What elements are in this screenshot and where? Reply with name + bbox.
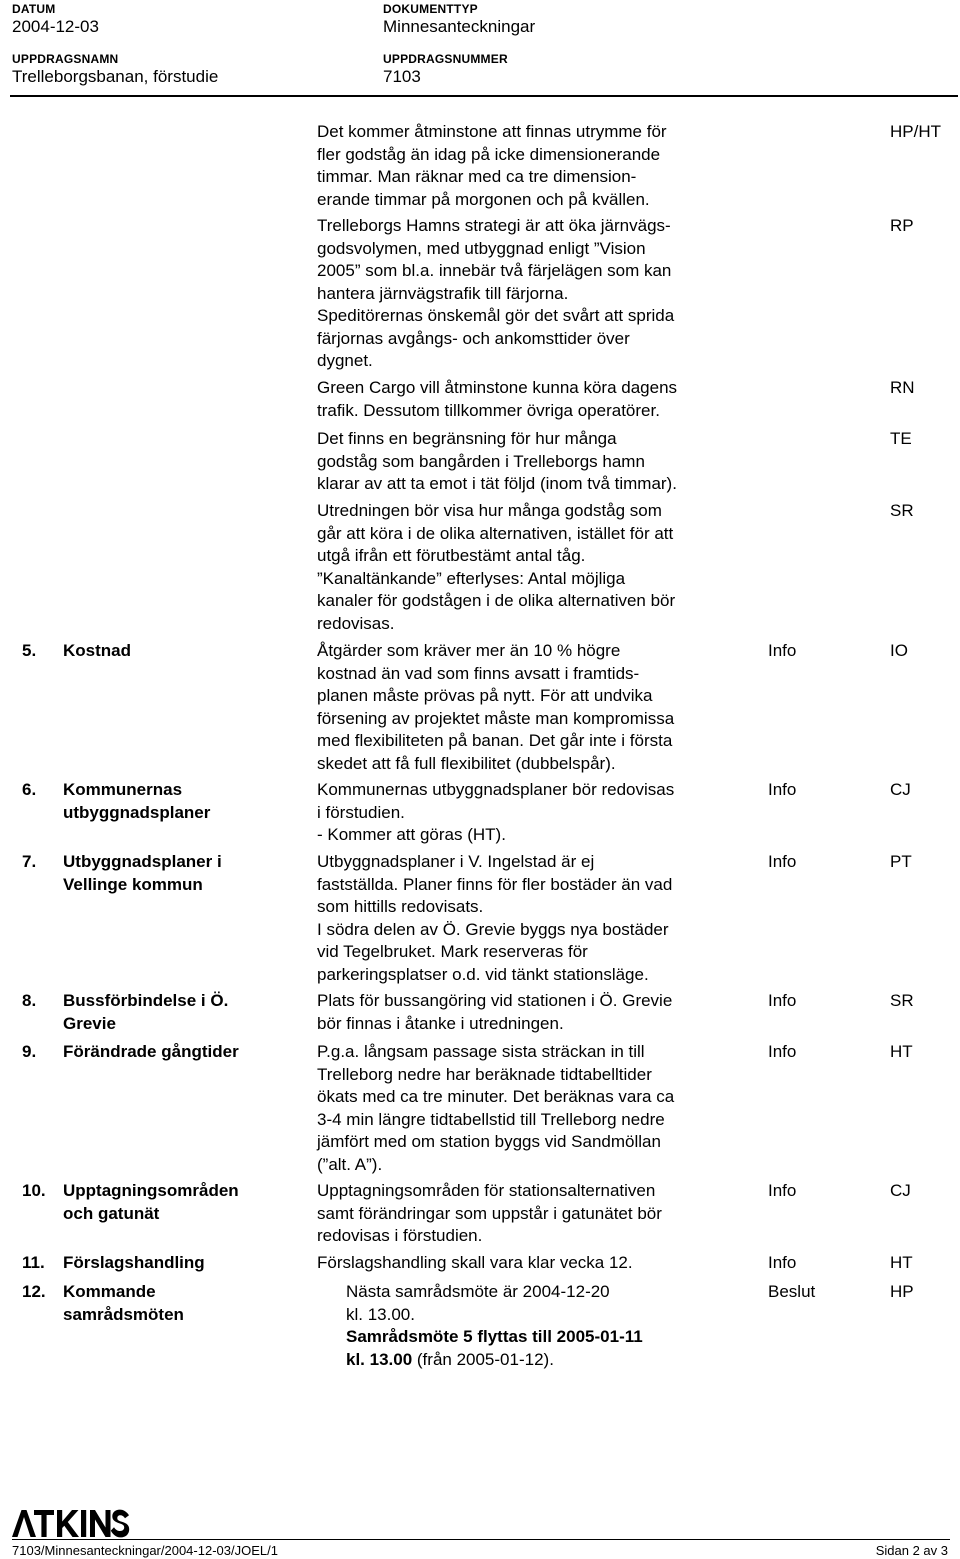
responsible-initials: HT <box>890 1042 913 1061</box>
responsible-initials: HP <box>890 1282 914 1301</box>
atkins-logo <box>12 1507 130 1539</box>
item-number: 12. <box>22 1282 46 1301</box>
item-action: Info <box>768 1253 797 1272</box>
item-number: 7. <box>22 852 37 871</box>
header-rule <box>10 95 958 97</box>
continued-paragraph: Det finns en begränsning för hur många godståg som bangården i Trelleborgs hamn klarar av att ta emot i tät följd (inom två timmar). <box>317 429 677 493</box>
continued-paragraph: Trelleborgs Hamns strategi är att öka järnvägs- godsvolymen, med utbyggnad enligt ”Vision 2005” som bl.a. innebär två färjelägen som kan hantera järnvägstrafik till färjorna. Speditörernas önskemål gör det svårt att sprida färjornas avgångs- och ankomsttider över dygnet. <box>317 216 675 370</box>
document-header <box>0 0 960 96</box>
item-action: Info <box>768 852 797 871</box>
item-action: Info <box>768 1042 797 1061</box>
responsible-initials: SR <box>890 501 914 520</box>
item-description: Utbyggnadsplaner i V. Ingelstad är ej fastställda. Planer finns för fler bostäder än vad som hittills redovisats. I södra delen av Ö. Grevie byggs nya bostäder vid Tegelbruket. Mark reserveras för parkeringsplatser o.d. vid tänkt stationsläge. <box>317 852 673 984</box>
doctype-value: Minnesanteckningar <box>383 17 536 36</box>
continued-paragraph: Green Cargo vill åtminstone kunna köra dagens trafik. Dessutom tillkommer övriga operatörer. <box>317 378 678 420</box>
item-number: 6. <box>22 780 37 799</box>
responsible-initials: RN <box>890 378 915 397</box>
item-topic: Utbyggnadsplaner i Vellinge kommun <box>63 852 222 894</box>
item-action: Info <box>768 780 797 799</box>
item-topic: Upptagningsområden och gatunät <box>63 1181 239 1223</box>
item-number: 10. <box>22 1181 46 1200</box>
responsible-initials: CJ <box>890 1181 911 1200</box>
responsible-initials: CJ <box>890 780 911 799</box>
continued-paragraph: Utredningen bör visa hur många godståg som går att köra i de olika alternativen, istället för att utgå ifrån ett förutbestämt antal tåg. ”Kanaltänkande” efterlyses: Antal möjliga kanaler för godstågen i de olika alternativen bör redovisas. <box>317 501 676 633</box>
responsible-initials: TE <box>890 429 912 448</box>
responsible-initials: IO <box>890 641 908 660</box>
assignment-number-label: UPPDRAGSNUMMER <box>383 52 508 66</box>
item-topic: Bussförbindelse i Ö. Grevie <box>63 991 229 1033</box>
item-description: Åtgärder som kräver mer än 10 % högre kostnad än vad som finns avsatt i framtids- planen måste prövas på nytt. För att undvika försening av projektet måste man kompromissa med flexibiliteten på banan. Det går inte i första skedet att få full flexibilitet (dubbelspår). <box>317 641 675 773</box>
item-description: Nästa samrådsmöte är 2004-12-20 kl. 13.00. Samrådsmöte 5 flyttas till 2005-01-11 kl. 13.00 (från 2005-01-12). <box>346 1282 643 1369</box>
item-action: Info <box>768 991 797 1010</box>
item-description: Upptagningsområden för stationsalternativen samt förändringar som uppstår i gatunätet bör redovisas i förstudien. <box>317 1181 662 1245</box>
item-topic: Kommande samrådsmöten <box>63 1282 184 1324</box>
page-number: Sidan 2 av 3 <box>875 1543 948 1558</box>
item-description: Förslagshandling skall vara klar vecka 12. <box>317 1253 633 1272</box>
item-topic: Förändrade gångtider <box>63 1042 239 1061</box>
responsible-initials: PT <box>890 852 912 871</box>
item-number: 11. <box>22 1253 45 1272</box>
date-value: 2004-12-03 <box>12 17 99 36</box>
responsible-initials: HP/HT <box>890 122 941 141</box>
item-action: Info <box>768 641 797 660</box>
date-label: DATUM <box>12 2 56 16</box>
doctype-label: DOKUMENTTYP <box>383 2 478 16</box>
item-number: 5. <box>22 641 37 660</box>
document-reference: 7103/Minnesanteckningar/2004-12-03/JOEL/1 <box>12 1543 278 1558</box>
responsible-initials: RP <box>890 216 914 235</box>
item-action: Info <box>768 1181 797 1200</box>
item-action: Beslut <box>768 1282 816 1301</box>
item-topic: Kostnad <box>63 641 131 660</box>
continued-paragraph: Det kommer åtminstone att finnas utrymme för fler godståg än idag på icke dimensionerande timmar. Man räknar med ca tre dimension- erande timmar på morgonen och på kvällen. <box>317 122 667 209</box>
item-topic: Kommunernas utbyggnadsplaner <box>63 780 211 822</box>
assignment-number-value: 7103 <box>383 67 421 86</box>
assignment-name-value: Trelleborgsbanan, förstudie <box>12 67 219 86</box>
item-number: 9. <box>22 1042 37 1061</box>
item-number: 8. <box>22 991 37 1010</box>
assignment-name-label: UPPDRAGSNAMN <box>12 52 119 66</box>
responsible-initials: SR <box>890 991 914 1010</box>
responsible-initials: HT <box>890 1253 913 1272</box>
item-description: Kommunernas utbyggnadsplaner bör redovisas i förstudien. - Kommer att göras (HT). <box>317 780 675 844</box>
footer-rule <box>12 1539 950 1540</box>
item-description: Plats för bussangöring vid stationen i Ö. Grevie bör finnas i åtanke i utredningen. <box>317 991 673 1033</box>
item-description: P.g.a. långsam passage sista sträckan in till Trelleborg nedre har beräknade tidtabelltider ökats med ca tre minuter. Det beräknas vara ca 3-4 min längre tidtabellstid till Trelleborg nedre jämfört med om station byggs vid Sandmöllan (”alt. A”). <box>317 1042 675 1174</box>
item-topic: Förslagshandling <box>63 1253 205 1272</box>
